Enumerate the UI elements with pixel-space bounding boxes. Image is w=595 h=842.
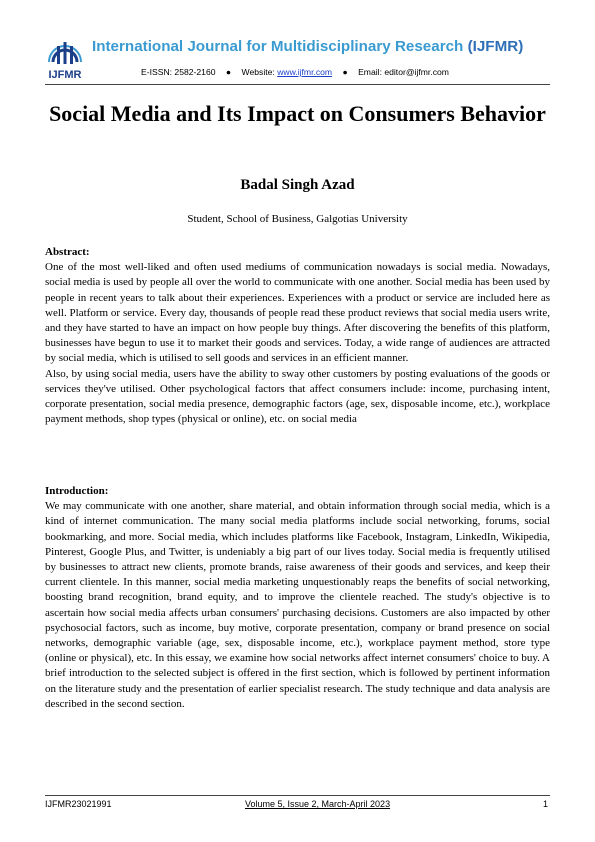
journal-title: [92, 38, 523, 55]
abstract-heading: Abstract:: [45, 246, 90, 258]
bullet-separator: ●: [342, 67, 348, 77]
ijfmr-logo-icon: [45, 32, 85, 82]
author-affiliation: Student, School of Business, Galgotias University: [187, 213, 408, 225]
introduction-heading: Introduction:: [45, 485, 109, 497]
website-link[interactable]: www.ijfmr.com: [277, 67, 333, 77]
abstract-section: [45, 245, 550, 427]
journal-header: [45, 30, 550, 85]
journal-abbr: (IJFMR): [467, 38, 524, 55]
page-footer: [45, 799, 550, 813]
introduction-paragraph: We may communicate with one another, share material, and obtain information through social media, which is a kind of internet communication. The many social media platforms include social networking, forums, social bookmarking, and more. Social media, which includes platforms like Facebook, Instagram, LinkedIn, Wikipedia, Pinterest, Google Plus, and Twitter, is undeniably a big part of our lives today. Social media is frequently utilised by businesses to attract new clients, promote brands, raise awareness of their goods and services, and keep their current clientele. In this manner, social media marketing unquestionably reaps the benefits of social networking, boosting brand recognition, brand equity, and to improve the clientele reached. The study's objective is to ascertain how social media affects urban consumers' purchasing decisions. Customers are also impacted by other psychosocial factors, such as income, buy motive, corporate presentation, company or brand presence on social networks, demographic variable (age, sex, disposable income, etc.), workplace payment method, store type (online or physical), etc. In this essay, we examine how social networks affect internet consumers' choice to buy. A brief introduction to the selected subject is offered in the first section, which is followed by pertinent information on the literature study and the presentation of earlier specialist research. The study technique and data analysis are described in the second section.: [45, 500, 550, 710]
footer-divider: [45, 795, 550, 796]
email: Email: editor@ijfmr.com: [358, 67, 449, 77]
header-divider: [45, 84, 550, 85]
eissn: E-ISSN: 2582-2160: [141, 67, 216, 77]
page-number: 1: [542, 799, 548, 809]
author-name: Badal Singh Azad: [240, 177, 355, 193]
journal-contact-line: [141, 67, 449, 77]
abstract-paragraph: One of the most well-liked and often used mediums of communication nowadays is social media. Nowadays, social media is used by people all over the world to communicate with one another. Social media has been used by people in recent years to talk about their experiences. Experiences with a product or service are included here as well. Platform or service. Every day, thousands of people read these product reviews that social media users write, and they have started to have an impact on how people buy things. After discovering the benefits of this platform, businesses have begun to use it to market their goods and services. Today, a wide range of audiences are attracted by social media, which is utilised to sell goods and services in an efficient manner.: [45, 261, 550, 365]
abstract-paragraph: Also, by using social media, users have the ability to sway other customers by posting evaluations of the goods or services they've utilised. Other psychological factors that affect consumers include: income, purchasing intent, corporate presentation, social media presence, demographic factors (age, sex, disposable income, etc.), workplace payment methods, shop types (physical or online), etc. on social media: [45, 367, 550, 426]
introduction-section: [45, 484, 550, 712]
logo-text: IJFMR: [48, 69, 82, 81]
journal-name: International Journal for Multidisciplinary Research: [92, 38, 464, 55]
volume-issue: Volume 5, Issue 2, March-April 2023: [245, 799, 391, 809]
website-label: Website:: [241, 67, 275, 77]
bullet-separator: ●: [225, 67, 232, 77]
paper-title: Social Media and Its Impact on Consumers Behavior: [49, 101, 546, 126]
paper-id: IJFMR23021991: [45, 799, 112, 809]
